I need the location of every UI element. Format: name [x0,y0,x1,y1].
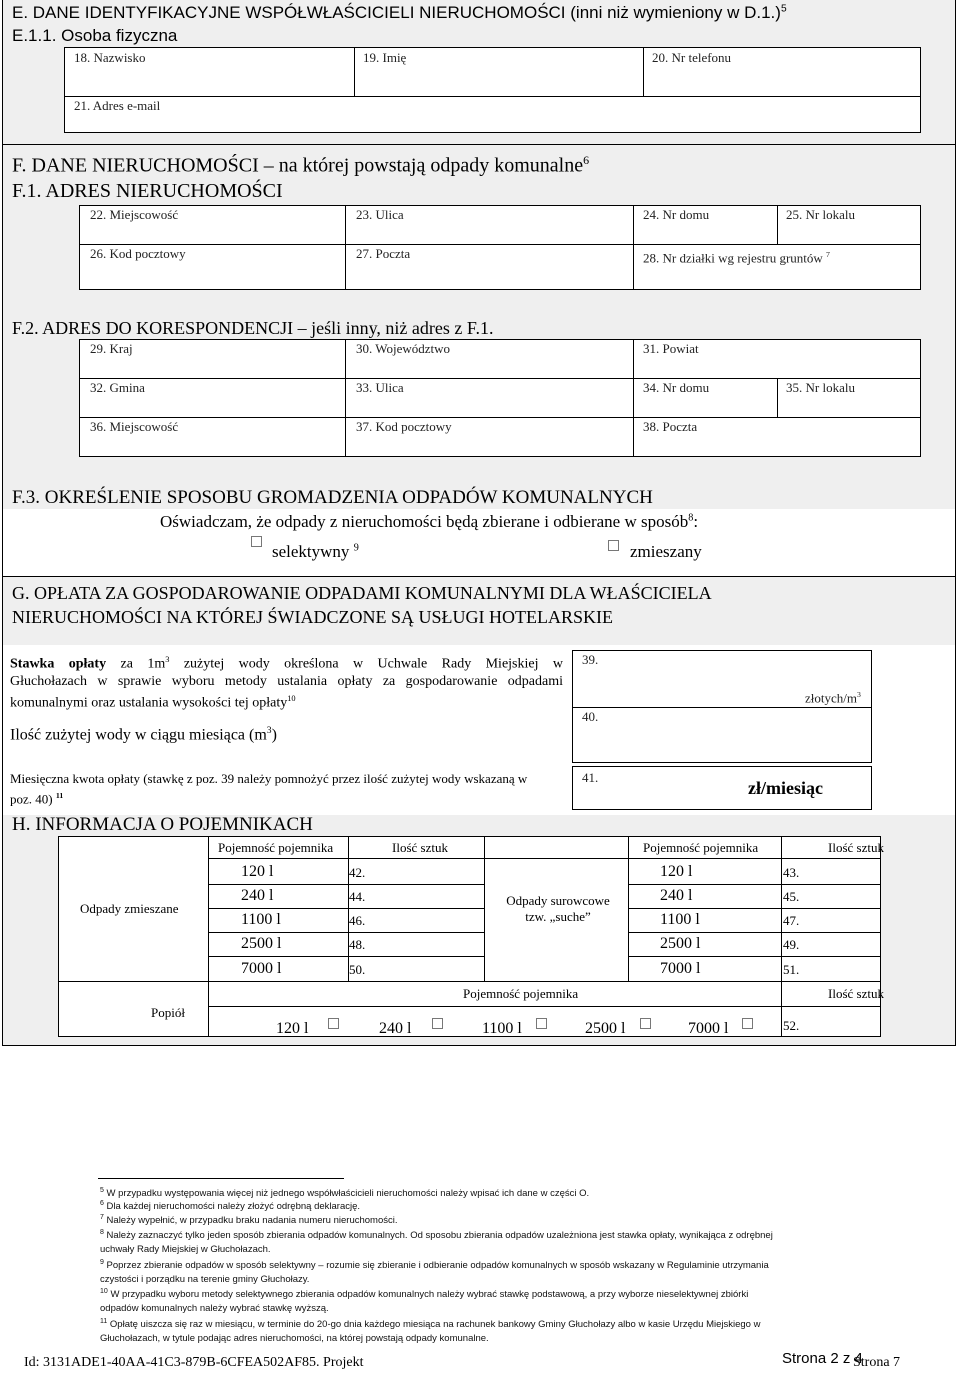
label-mixed-waste: Odpady zmieszane [80,901,179,916]
dry-waste-line-2: tzw. „suche” [525,909,591,924]
ash-qty-52[interactable]: 52. [783,1018,800,1033]
mixed-cap-120: 120 l [241,863,274,880]
label-41: 41. [582,770,599,785]
unit-41: zł/miesiąc [748,778,823,798]
label-mixed: zmieszany [630,542,702,561]
dry-cap-7000: 7000 l [660,960,701,977]
label-28-text: 28. Nr działki wg rejestru gruntów [643,250,823,266]
section-f1-title: F.1. ADRES NIERUCHOMOŚCI [12,180,283,202]
dry-qty-47[interactable]: 47. [783,913,800,928]
label-39: 39. [582,652,599,667]
dry-cap-120: 120 l [660,863,693,880]
col-qty-mixed: Ilość sztuk [392,840,448,855]
section-g-title-1: G. OPŁATA ZA GOSPODAROWANIE ODPADAMI KOMUNALNYMI DLA WŁAŚCICIELA [12,583,712,603]
ash-checkbox-1100[interactable] [536,1018,547,1029]
monthly-line2-text: poz. 40) [10,791,53,807]
section-g-title-2: NIERUCHOMOŚCI NA KTÓREJ ŚWIADCZONE SĄ USŁUGI HOTELARSKIE [12,607,613,627]
rate-line1-sup: 3 [165,655,170,664]
label-37: 37. Kod pocztowy [356,419,452,434]
col-capacity-dry: Pojemność pojemnika [643,840,759,855]
label-selective-text: selektywny [272,542,350,561]
footnote-11 [100,1318,760,1330]
footnote-9 [100,1259,769,1271]
dry-cap-2500: 2500 l [660,935,701,952]
mixed-cap-7000: 7000 l [241,960,282,977]
mixed-cap-240: 240 l [241,887,274,904]
footnote-6 [100,1200,360,1212]
footnote-ref-5: 5 [780,3,787,15]
label-20: 20. Nr telefonu [652,50,732,65]
label-23: 23. Ulica [356,207,404,222]
footnote-8 [100,1229,773,1241]
label-24: 24. Nr domu [643,207,710,222]
ash-cap-1100: 1100 l [482,1020,522,1037]
label-19: 19. Imię [363,50,407,65]
rate-bold: Stawka opłaty [10,656,107,672]
dry-qty-43[interactable]: 43. [783,865,800,880]
fn-9-num: 9 [100,1259,104,1266]
section-f-title-text: F. DANE NIERUCHOMOŚCI – na której powstają odpady komunalne [12,154,584,177]
statement-text: Oświadczam, że odpady z nieruchomości będą zbierane i odbierane w sposób [160,512,689,531]
footnote-separator [98,1178,344,1179]
label-31: 31. Powiat [643,341,699,356]
fn-7-num: 7 [100,1214,104,1221]
footnote-7 [100,1214,398,1226]
footnote-ref-8: 8 [688,512,694,524]
label-33: 33. Ulica [356,380,404,395]
footnote-10-cont: odpadów komunalnych należy wybrać stawkę wyższą. [100,1303,329,1314]
dry-cap-1100: 1100 l [660,911,700,928]
section-f2-title: F.2. ADRES DO KORESPONDENCJI – jeśli inny, niż adres z F.1. [12,318,494,338]
fn-6-num: 6 [100,1200,104,1207]
fn-9-text: Poprzez zbieranie odpadów w sposób selektywny – rozumie się zbieranie i odbieranie odpadów komunalnych w sposób wskazany w Regulaminie utrzymania [106,1260,769,1272]
footnote-8-cont: uchwały Rady Miejskiej w Głuchołazach. [100,1244,271,1255]
dry-qty-51[interactable]: 51. [783,962,800,977]
fn-10-text: W przypadku wyboru metody selektywnego zbierania odpadów komunalnych należy wybrać stawkę podstawową, a przy wyborze nieselektywnej zbiórki [110,1289,749,1301]
rate-line3-text: komunalnymi oraz ustalania wysokości tej opłaty [10,695,288,711]
label-18: 18. Nazwisko [74,50,146,65]
section-e-title-text: E. DANE IDENTYFIKACYJNE WSPÓŁWŁAŚCICIELI NIERUCHOMOŚCI (inni niż wymieniony w D.1.) [12,3,781,22]
label-40: 40. [582,709,599,724]
dry-qty-45[interactable]: 45. [783,889,800,904]
ash-checkbox-240[interactable] [432,1018,443,1029]
label-35: 35. Nr lokalu [786,380,855,395]
footnote-9-cont: czystości i porządku na terenie gminy Głuchołazy. [100,1274,310,1285]
mixed-qty-46[interactable]: 46. [349,913,366,928]
document-id: Id: 3131ADE1-40AA-41C3-879B-6CFEA502AF85. Projekt [24,1355,364,1370]
ash-cap-120: 120 l [276,1020,309,1037]
ash-checkbox-120[interactable] [328,1018,339,1029]
label-36: 36. Miejscowość [90,419,179,434]
mixed-qty-48[interactable]: 48. [349,937,366,952]
col-qty-dry: Ilość sztuk [828,840,884,855]
label-29: 29. Kraj [90,341,133,356]
mixed-qty-50[interactable]: 50. [349,962,366,977]
label-ash: Popiół [151,1005,185,1020]
fn-8-num: 8 [100,1229,104,1236]
ash-col-qty: Ilość sztuk [828,986,884,1001]
label-26: 26. Kod pocztowy [90,246,186,261]
fn-8-text: Należy zaznaczyć tylko jeden sposób zbierania odpadów komunalnych. Od sposobu zbierania odpadów uzależniona jest stawka opłaty, wynikająca z odrębnej [106,1230,773,1242]
footnote-11-cont: Głuchołazach, w tytule podając adres nieruchomości, na której powstają odpady komunalne. [100,1333,489,1344]
footnote-ref-9: 9 [353,542,359,554]
fn-7-text: Należy wypełnić, w przypadku braku nadania numeru nieruchomości. [106,1215,398,1227]
ash-cap-7000: 7000 l [688,1020,729,1037]
mixed-qty-44[interactable]: 44. [349,889,366,904]
footnote-ref-11: 11 [55,791,64,800]
water-label-end: ) [271,726,277,744]
monthly-line-1: Miesięczna kwota opłaty (stawkę z poz. 39 należy pomnożyć przez ilość zużytej wody wskazaną w [10,771,528,786]
label-22: 22. Miejscowość [90,207,179,222]
rate-line1-end: zużytej wody określona w Uchwale Rady Miejskiej w [183,656,564,672]
fn-5-text: W przypadku występowania więcej niż jednego współwłaścicieli nieruchomości należy wpisać ich dane w części O. [106,1188,590,1200]
rate-line1-rest: za 1m [120,656,166,672]
ash-checkbox-2500[interactable] [640,1018,651,1029]
footnote-ref-6: 6 [583,153,590,167]
page-number: Strona 7 [853,1355,901,1370]
section-h-title: H. INFORMACJA O POJEMNIKACH [12,814,313,835]
mixed-cap-2500: 2500 l [241,935,282,952]
footnote-ref-10: 10 [287,693,296,703]
statement-end: : [693,512,699,531]
fn-5-num: 5 [100,1187,104,1194]
fn-6-text: Dla każdej nieruchomości należy złożyć odrębną deklarację. [106,1201,361,1213]
mixed-cap-1100: 1100 l [241,911,281,928]
water-label-sup: 3 [266,725,272,736]
label-32: 32. Gmina [90,380,145,395]
label-38: 38. Poczta [643,419,698,434]
ash-col-capacity: Pojemność pojemnika [463,986,579,1001]
footnote-ref-7: 7 [826,250,830,259]
fn-10-num: 10 [100,1288,108,1295]
label-27: 27. Poczta [356,246,411,261]
ash-cap-240: 240 l [379,1020,412,1037]
footnote-10 [100,1288,748,1300]
label-dry-waste [497,893,619,925]
label-34: 34. Nr domu [643,380,710,395]
dry-cap-240: 240 l [660,887,693,904]
dry-qty-49[interactable]: 49. [783,937,800,952]
rate-line-2: Głuchołazach w sprawie wyboru metody ustalania opłaty za gospodarowanie odpadami [10,673,563,689]
ash-checkbox-7000[interactable] [742,1018,753,1029]
section-e1-subtitle: E.1.1. Osoba fizyczna [12,26,178,45]
unit-39-sup: 3 [857,690,861,699]
page-number-overlay: Strona 2 z 4 [782,1350,863,1367]
label-25: 25. Nr lokalu [786,207,855,222]
section-f3-title: F.3. OKREŚLENIE SPOSOBU GROMADZENIA ODPADÓW KOMUNALNYCH [12,487,653,508]
label-30: 30. Województwo [356,341,451,356]
ash-cap-2500: 2500 l [585,1020,626,1037]
fn-11-text: Opłatę uiszcza się raz w miesiącu, w terminie do 20-go dnia każdego miesiąca na rachunek bankowy Gminy Głuchołazy albo w kasie Urzędu Miejskiego w [109,1319,761,1331]
unit-39-text: złotych/m [805,690,857,706]
label-21: 21. Adres e-mail [74,98,161,113]
water-label-text: Ilość zużytej wody w ciągu miesiąca (m [10,726,267,744]
col-capacity-mixed: Pojemność pojemnika [218,840,334,855]
mixed-qty-42[interactable]: 42. [349,865,366,880]
fn-11-num: 11 [100,1318,108,1325]
footnote-5 [100,1187,589,1199]
dry-waste-line-1: Odpady surowcowe [506,893,610,908]
